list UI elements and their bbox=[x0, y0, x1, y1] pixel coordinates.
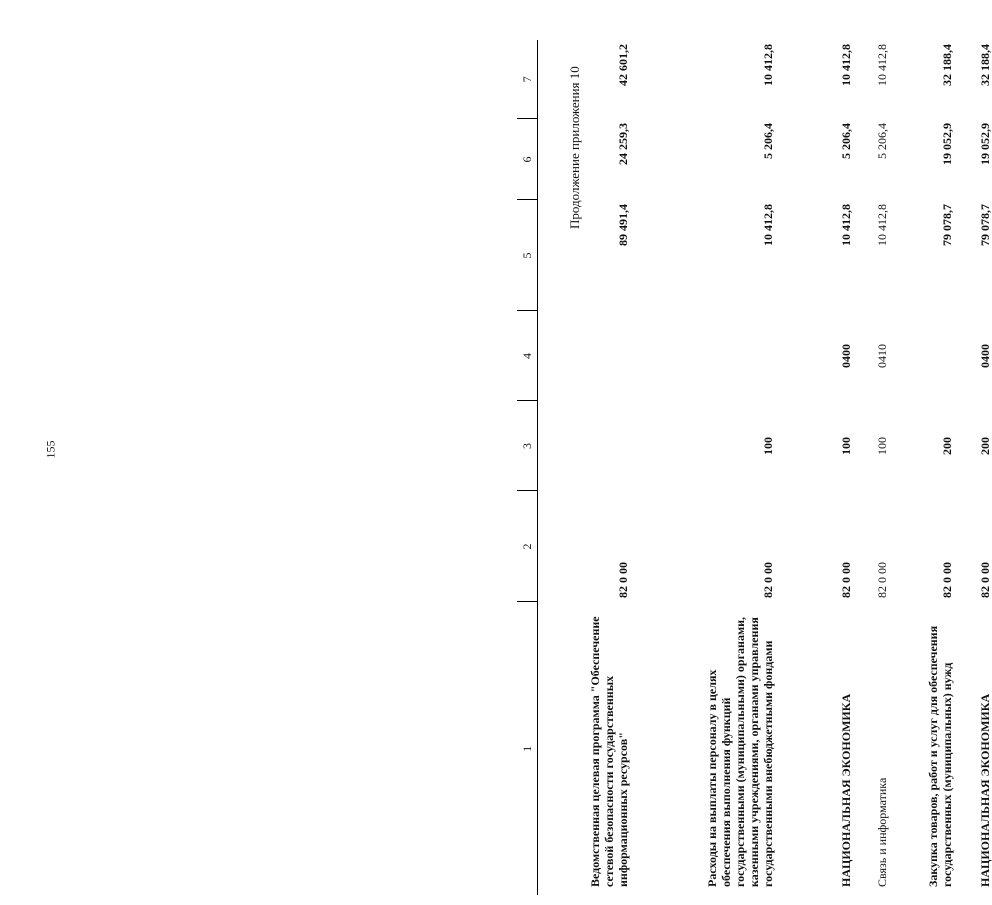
table-row bbox=[954, 40, 992, 895]
amount-col7: 10 412,8 bbox=[761, 44, 775, 86]
section-code bbox=[889, 311, 954, 401]
amount-col6: 19 052,9 bbox=[978, 123, 992, 165]
amount-col6: 5 206,4 bbox=[761, 123, 775, 159]
table-row bbox=[630, 40, 775, 895]
target-article-code: 82 0 00 bbox=[761, 562, 775, 598]
column-header-6: 6 bbox=[517, 119, 538, 200]
section-code: 0400 bbox=[978, 344, 992, 368]
amount-col5: 89 491,4 bbox=[616, 204, 630, 246]
table-row bbox=[889, 40, 954, 895]
target-article-code: 82 0 00 bbox=[839, 562, 853, 598]
target-article-code: 82 0 00 bbox=[616, 562, 630, 598]
column-header-7: 7 bbox=[517, 40, 538, 119]
header-row bbox=[517, 40, 538, 895]
amount-col7: 32 188,4 bbox=[978, 44, 992, 86]
table-row bbox=[775, 40, 853, 895]
expense-type-code: 100 bbox=[839, 437, 853, 455]
amount-col7: 42 601,2 bbox=[616, 44, 630, 86]
row-name: Связь и информатика bbox=[875, 777, 889, 887]
amount-col7: 10 412,8 bbox=[875, 44, 889, 86]
row-name: НАЦИОНАЛЬНАЯ ЭКОНОМИКА bbox=[839, 693, 853, 887]
target-article-code: 82 0 00 bbox=[978, 562, 992, 598]
row-name: Закупка товаров, работ и услуг для обеспечения государственных (муниципальных) нужд bbox=[926, 625, 954, 887]
column-header-1: 1 bbox=[517, 602, 538, 895]
amount-col6: 19 052,9 bbox=[940, 123, 954, 165]
target-article-code: 82 0 00 bbox=[940, 562, 954, 598]
amount-col6: 5 206,4 bbox=[839, 123, 853, 159]
page-number: 155 bbox=[43, 440, 58, 459]
amount-col7: 10 412,8 bbox=[839, 44, 853, 86]
row-name: Ведомственная целевая программа "Обеспечение сетевой безопасности государственных информационных ресурсов" bbox=[588, 616, 630, 887]
row-name: Расходы на выплаты персоналу в целях обеспечения выполнения функций государственными (муниципальными) органами, казенными учреждениями, органами управления государственными внебюджетными фондами bbox=[705, 616, 775, 887]
budget-table bbox=[517, 40, 992, 895]
amount-col5: 10 412,8 bbox=[875, 204, 889, 246]
column-header-5: 5 bbox=[517, 200, 538, 311]
amount-col7: 32 188,4 bbox=[940, 44, 954, 86]
expense-type-code: 200 bbox=[940, 437, 954, 455]
table-row bbox=[853, 40, 889, 895]
column-header-2: 2 bbox=[517, 491, 538, 602]
section-code bbox=[538, 311, 631, 401]
section-code bbox=[630, 311, 775, 401]
amount-col5: 79 078,7 bbox=[940, 204, 954, 246]
column-header-3: 3 bbox=[517, 401, 538, 491]
amount-col6: 24 259,3 bbox=[616, 123, 630, 165]
expense-type-code bbox=[538, 401, 631, 491]
section-code: 0400 bbox=[839, 344, 853, 368]
table-row bbox=[538, 40, 631, 895]
expense-type-code: 100 bbox=[875, 437, 889, 455]
amount-col6: 5 206,4 bbox=[875, 123, 889, 159]
expense-type-code: 100 bbox=[761, 437, 775, 455]
expense-type-code: 200 bbox=[978, 437, 992, 455]
section-code: 0410 bbox=[875, 344, 889, 368]
column-header-4: 4 bbox=[517, 311, 538, 401]
appendix-caption: Продолжение приложения 10 bbox=[567, 66, 582, 229]
target-article-code: 82 0 00 bbox=[875, 562, 889, 598]
amount-col5: 10 412,8 bbox=[839, 204, 853, 246]
amount-col5: 79 078,7 bbox=[978, 204, 992, 246]
amount-col5: 10 412,8 bbox=[761, 204, 775, 246]
row-name: НАЦИОНАЛЬНАЯ ЭКОНОМИКА bbox=[978, 693, 992, 887]
